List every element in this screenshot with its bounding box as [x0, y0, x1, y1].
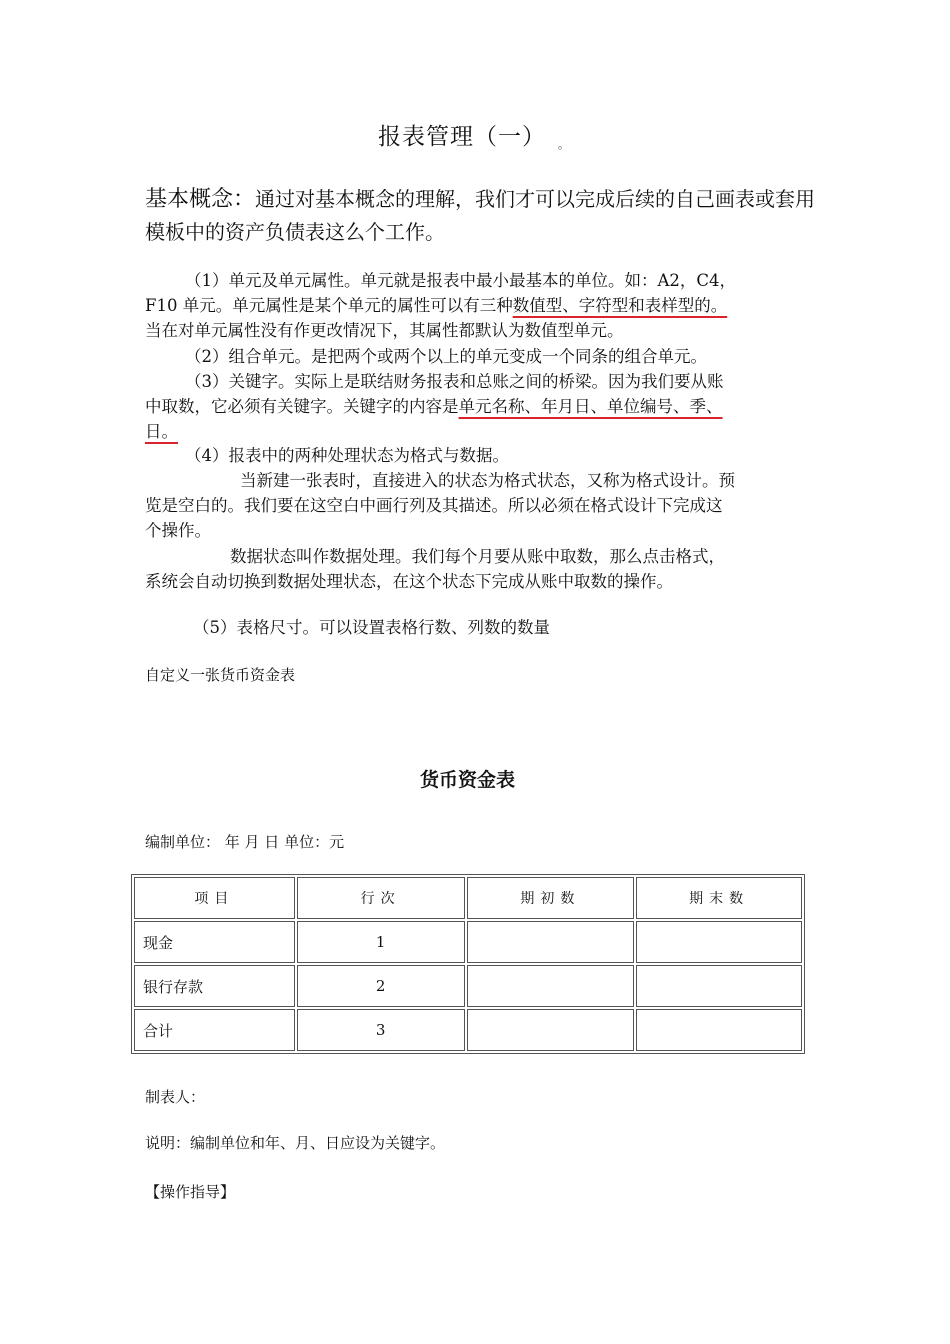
p3-line1: （3）关键字。实际上是联结财务报表和总账之间的桥梁。因为我们要从账 [185, 372, 724, 391]
table-header-row [134, 877, 802, 919]
p5-line: （5）表格尺寸。可以设置表格行数、列数的数量 [193, 618, 550, 637]
p2-line: （2）组合单元。是把两个或两个以上的单元变成一个同条的组合单元。 [185, 347, 707, 366]
cell-opening [467, 921, 635, 963]
p1-line2-text: F10 单元。单元属性是某个单元的属性可以有三种 [145, 296, 513, 315]
header-item: 项目 [134, 877, 295, 919]
p4-line-c: 个操作。 [145, 521, 211, 540]
cell-item: 合计 [134, 1009, 295, 1051]
unit-line: 编制单位： 年 月 日 单位：元 [145, 833, 345, 851]
cell-closing [636, 921, 802, 963]
header-opening: 期初数 [467, 877, 635, 919]
cell-item: 现金 [134, 921, 295, 963]
intro-paragraph [145, 183, 815, 248]
p1-underlined-text: 数值型、字符型和表样型的。 [512, 296, 728, 315]
intro-lead: 基本概念： [145, 187, 256, 212]
cell-line-no: 2 [297, 965, 465, 1007]
p1-line1: （1）单元及单元属性。单元就是报表中最小最基本的单位。如：A2，C4， [185, 271, 737, 290]
cell-line-no: 1 [297, 921, 465, 963]
p3-underlined-text-2: 日。 [145, 422, 178, 441]
p3-underlined-text: 单元名称、年月日、单位编号、季、 [458, 397, 723, 416]
p4-line-d: 数据状态叫作数据处理。我们每个月要从账中取数，那么点击格式， [230, 547, 725, 566]
intro-text: 通过对基本概念的理解，我们才可以完成后续的自己画表或套用模板中的资产负债表这么个工作。 [145, 187, 816, 244]
cell-closing [636, 1009, 802, 1051]
custom-table-caption: 自定义一张货币资金表 [145, 666, 296, 684]
cell-line-no: 3 [297, 1009, 465, 1051]
header-closing: 期末数 [636, 877, 802, 919]
p3-line2-text: 中取数，它必须有关键字。关键字的内容是 [145, 397, 459, 416]
table-row [134, 1009, 802, 1051]
p4-line-a: 当新建一张表时，直接进入的状态为格式状态，又称为格式设计。预 [240, 471, 735, 490]
header-line-no: 行次 [297, 877, 465, 919]
table-title: 货币资金表 [420, 769, 516, 791]
p1-line3: 当在对单元属性没有作更改情况下，其属性都默认为数值型单元。 [145, 321, 624, 340]
title-mark: 。 [558, 138, 569, 151]
table-note: 说明：编制单位和年、月、日应设为关键字。 [145, 1134, 446, 1152]
table-row [134, 965, 802, 1007]
cell-item: 银行存款 [134, 965, 295, 1007]
p4-line-b: 览是空白的。我们要在这空白中画行列及其描述。所以必须在格式设计下完成这 [145, 496, 723, 515]
p3-line3 [145, 419, 178, 444]
cell-opening [467, 965, 635, 1007]
cell-opening [467, 1009, 635, 1051]
cell-closing [636, 965, 802, 1007]
operation-guide-heading: 【操作指导】 [145, 1183, 236, 1201]
table-row [134, 921, 802, 963]
p1-line2 [145, 293, 727, 318]
p4-line: （4）报表中的两种处理状态为格式与数据。 [185, 446, 509, 465]
p3-line2 [145, 394, 723, 419]
page-title: 报表管理（一） [378, 124, 546, 150]
p4-line-e: 系统会自动切换到数据处理状态，在这个状态下完成从账中取数的操作。 [145, 572, 673, 591]
table-maker: 制表人： [145, 1088, 206, 1106]
cash-fund-table [131, 874, 805, 1054]
